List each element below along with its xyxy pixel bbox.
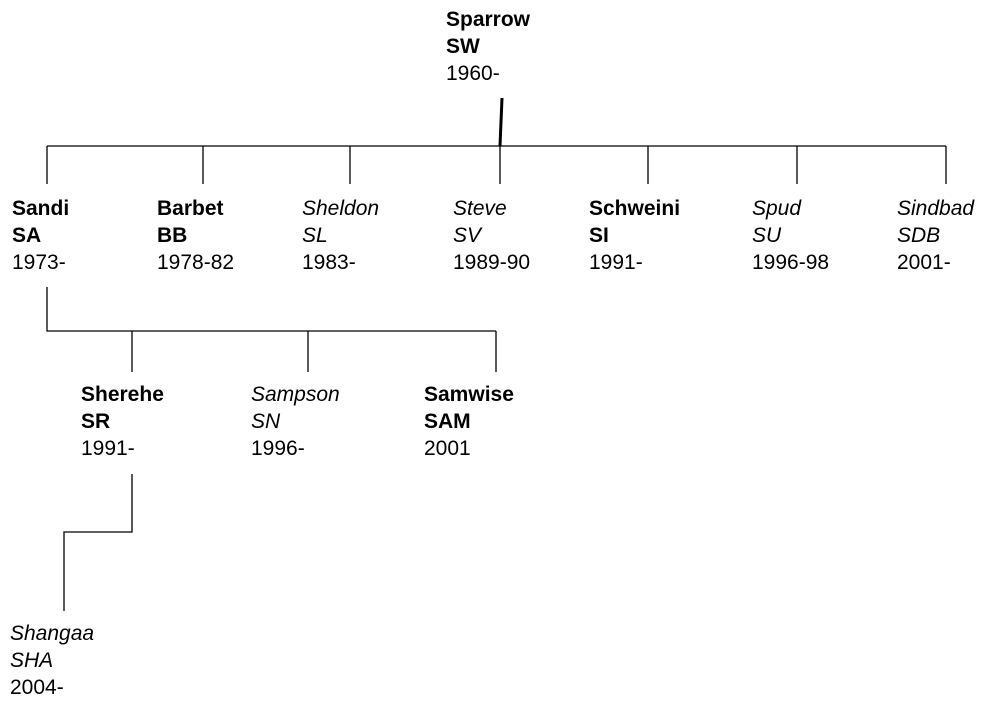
connector-sandi-stem: [47, 287, 496, 331]
node-name: Sandi: [12, 197, 70, 220]
node-barbet: [157, 195, 234, 276]
node-code: SV: [453, 224, 482, 247]
node-years: 1983-: [302, 251, 356, 274]
node-code: SR: [81, 410, 111, 433]
node-years: 1960-: [446, 62, 500, 85]
node-code: SHA: [10, 649, 54, 672]
node-spud: [752, 195, 829, 276]
node-code: BB: [157, 224, 188, 247]
node-name: Sindbad: [897, 197, 975, 220]
node-years: 1989-90: [453, 251, 531, 274]
node-name: Steve: [453, 197, 507, 220]
node-samwise: [424, 381, 514, 462]
node-sampson: [251, 381, 340, 462]
node-name: Shangaa: [10, 622, 95, 645]
node-code: SDB: [897, 224, 941, 247]
node-years: 1978-82: [157, 251, 235, 274]
node-sparrow: [446, 6, 530, 87]
node-name: Sampson: [251, 383, 340, 406]
node-code: SU: [752, 224, 782, 247]
node-name: Spud: [752, 197, 802, 220]
node-sheldon: [302, 195, 379, 276]
node-years: 1996-98: [752, 251, 830, 274]
node-schweini: [589, 195, 680, 276]
node-years: 1996-: [251, 437, 305, 460]
node-code: SA: [12, 224, 42, 247]
node-name: Sherehe: [81, 383, 164, 406]
node-sherehe: [81, 381, 164, 462]
node-name: Barbet: [157, 197, 224, 220]
node-years: 1991-: [81, 437, 135, 460]
node-sandi: [12, 195, 69, 276]
node-shangaa: [10, 620, 94, 701]
node-name: Sheldon: [302, 197, 380, 220]
node-years: 1973-: [12, 251, 66, 274]
node-code: SI: [589, 224, 609, 247]
node-code: SN: [251, 410, 281, 433]
node-code: SW: [446, 35, 480, 58]
connector-sparrow-stem: [500, 98, 502, 146]
connector-to-shangaa: [64, 474, 132, 611]
node-years: 2004-: [10, 676, 64, 699]
node-code: SL: [302, 224, 328, 247]
node-sindbad: [897, 195, 974, 276]
node-name: Sparrow: [446, 8, 531, 31]
node-name: Samwise: [424, 383, 514, 406]
node-years: 2001: [424, 437, 471, 460]
node-years: 2001-: [897, 251, 951, 274]
node-steve: [453, 195, 530, 276]
node-name: Schweini: [589, 197, 681, 220]
node-years: 1991-: [589, 251, 643, 274]
node-code: SAM: [424, 410, 471, 433]
